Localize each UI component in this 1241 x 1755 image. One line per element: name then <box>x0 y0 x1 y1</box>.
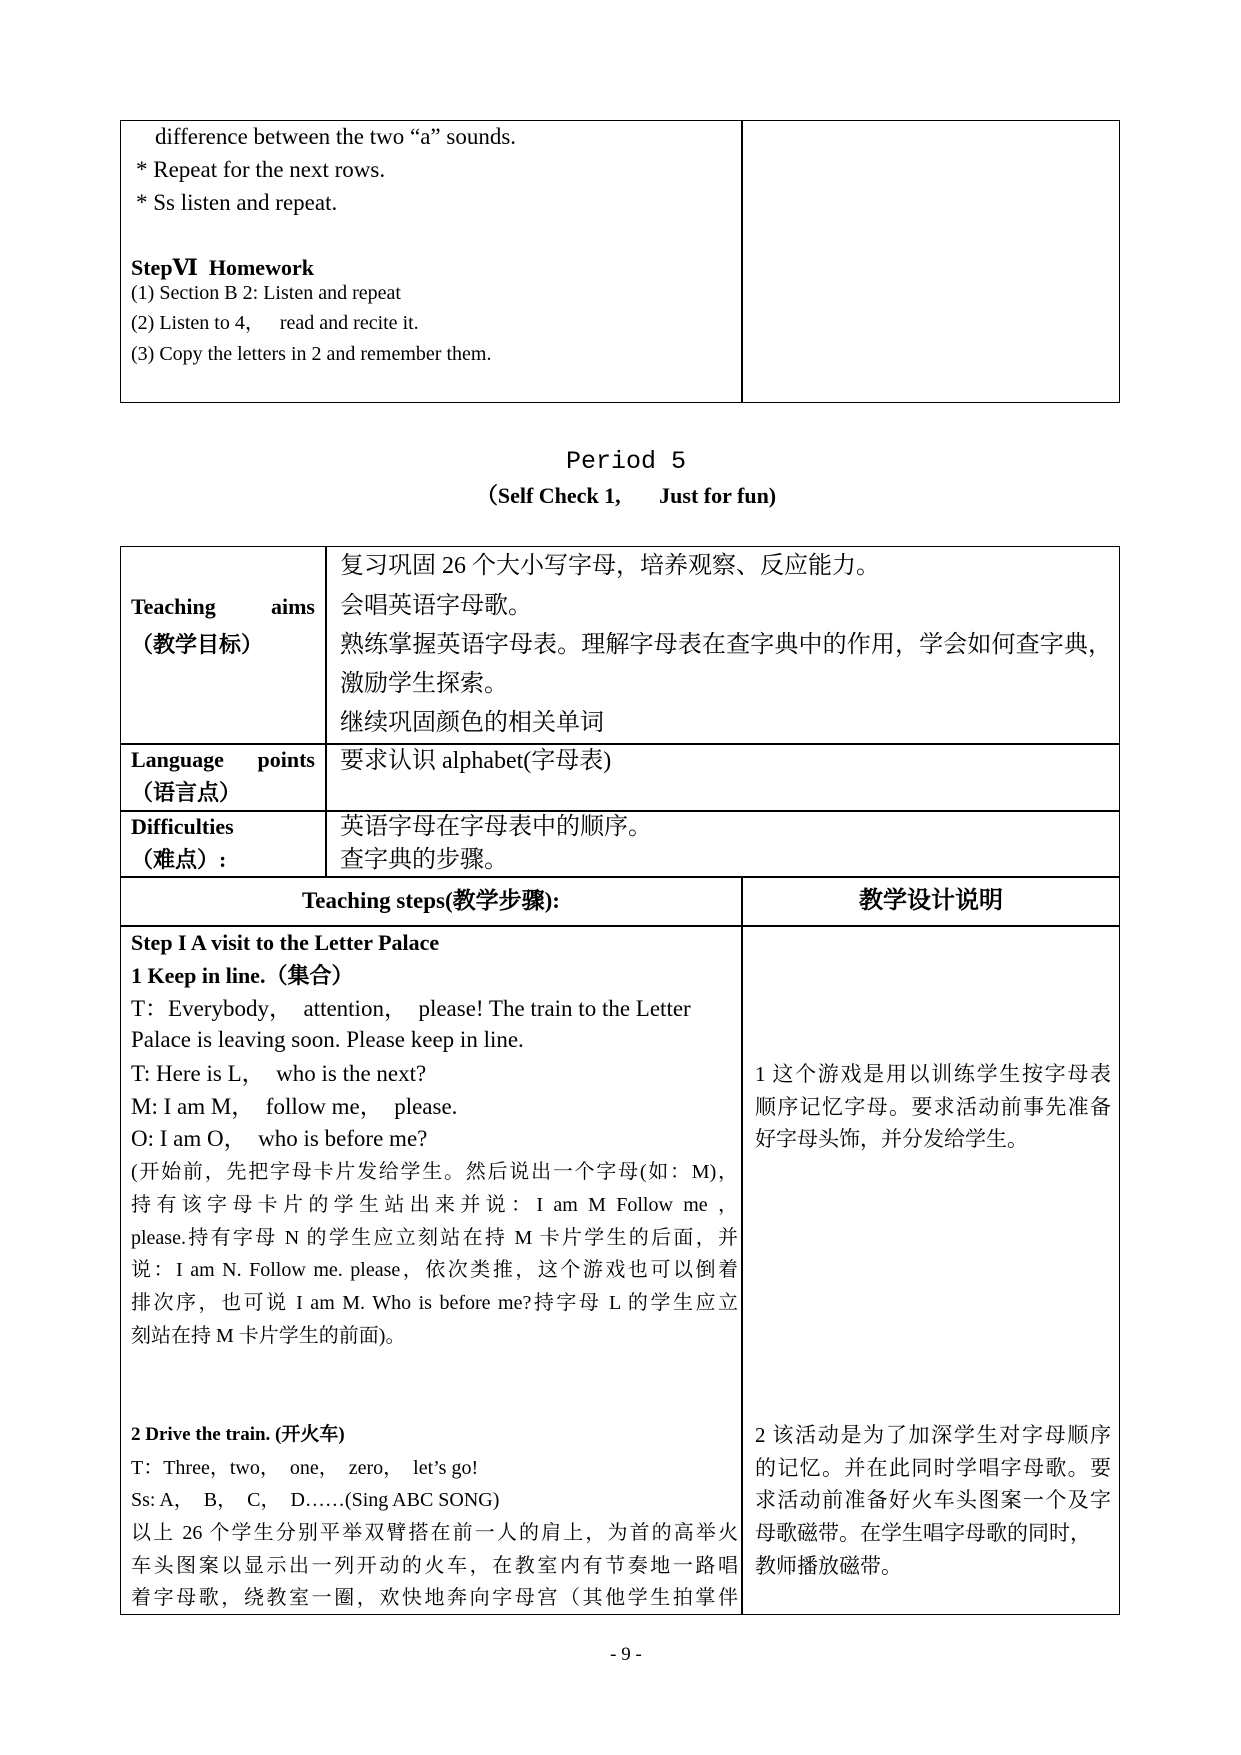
dialogue-line: Ss: A， B， C， D……(Sing ABC SONG) <box>131 1489 500 1511</box>
dialogue-line: T：Everybody， attention， please! The train to the Letter <box>131 996 691 1021</box>
previous-step-line: * Repeat for the next rows. <box>136 157 386 182</box>
design-note-line: 1 这个游戏是用以训练学生按字母表 <box>755 1062 1111 1086</box>
difficulty-line: 查字典的步骤。 <box>340 847 508 873</box>
design-note-line: 好字母头饰，并分发给学生。 <box>755 1127 1028 1151</box>
design-note-line: 顺序记忆字母。要求活动前事先准备 <box>755 1095 1111 1119</box>
teaching-aim-line: 熟练掌握英语字母表。理解字母表在查字典中的作用，学会如何查字典， <box>340 632 1112 658</box>
row-divider <box>120 925 1120 927</box>
instruction-line: 以上 26 个学生分别平举双臂搭在前一人的肩上，为首的高举火 <box>131 1522 738 1544</box>
instruction-line: please.持有字母 N 的学生应立刻站在持 M 卡片学生的后面，并 <box>131 1227 738 1249</box>
row-divider <box>120 876 1120 878</box>
instruction-line: 持有该字母卡片的学生站出来并说：I am M Follow me ， <box>131 1194 738 1216</box>
steps-column-divider <box>741 876 743 1615</box>
language-point-line: 要求认识 alphabet(字母表) <box>340 748 612 774</box>
instruction-line: 排次序，也可说 I am M. Who is before me?持字母 L 的学生应立 <box>131 1292 738 1314</box>
homework-item: (1) Section B 2: Listen and repeat <box>131 282 401 304</box>
dialogue-line: Palace is leaving soon. Please keep in line. <box>131 1027 524 1052</box>
design-note-line: 教师播放磁带。 <box>755 1554 902 1578</box>
homework-item: (3) Copy the letters in 2 and remember them. <box>131 343 492 365</box>
teaching-aim-line: 会唱英语字母歌。 <box>340 593 532 619</box>
activity-title: 2 Drive the train. (开火车) <box>131 1424 345 1445</box>
difficulties-label-cn: （难点）: <box>131 847 227 872</box>
period-subtitle: （Self Check 1, Just for fun) <box>475 483 777 508</box>
dialogue-line: T: Here is L， who is the next? <box>131 1061 427 1086</box>
step-title: Step I A visit to the Letter Palace <box>131 930 440 955</box>
design-note-line: 母歌磁带。在学生唱字母歌的同时， <box>755 1521 1091 1545</box>
teaching-aims-label-cn: （教学目标） <box>131 632 264 657</box>
design-notes-header: 教学设计说明 <box>859 888 1003 914</box>
language-points-label: Language points <box>131 747 315 772</box>
instruction-line: (开始前，先把字母卡片发给学生。然后说出一个字母(如：M)， <box>131 1161 738 1183</box>
teaching-aim-line: 复习巩固 26 个大小写字母，培养观察、反应能力。 <box>340 553 880 579</box>
dialogue-line: M: I am M， follow me， please. <box>131 1094 458 1119</box>
teaching-aim-line: 继续巩固颜色的相关单词 <box>340 710 604 736</box>
teaching-aims-label: Teaching aims <box>131 594 315 619</box>
instruction-line: 刻站在持 M 卡片学生的前面)。 <box>131 1325 406 1347</box>
teaching-steps-header: Teaching steps(教学步骤): <box>302 888 560 913</box>
previous-step-line: difference between the two “a” sounds. <box>155 124 517 149</box>
language-points-label-cn: （语言点） <box>131 780 242 805</box>
design-note-line: 求活动前准备好火车头图案一个及字 <box>755 1488 1111 1512</box>
design-note-line: 的记忆。并在此同时学唱字母歌。要 <box>755 1456 1111 1480</box>
instruction-line: 车头图案以显示出一列开动的火车，在教室内有节奏地一路唱 <box>131 1555 738 1577</box>
activity-title: 1 Keep in line.（集合） <box>131 963 354 988</box>
design-note-line: 2 该活动是为了加深学生对字母顺序 <box>755 1423 1111 1447</box>
dialogue-line: T：Three，two， one， zero， let’s go! <box>131 1457 479 1479</box>
previous-step-line: * Ss listen and repeat. <box>136 190 338 215</box>
teaching-aim-line: 激励学生探索。 <box>340 671 508 697</box>
difficulty-line: 英语字母在字母表中的顺序。 <box>340 814 652 840</box>
homework-heading: StepⅥ Homework <box>131 255 314 280</box>
difficulties-label: Difficulties <box>131 814 234 839</box>
label-column-divider <box>325 546 327 876</box>
instruction-line: 说：I am N. Follow me. please，依次类推，这个游戏也可以倒着 <box>131 1259 738 1281</box>
homework-item: (2) Listen to 4， read and recite it. <box>131 312 419 334</box>
period-title: Period 5 <box>565 447 687 476</box>
page-number: - 9 - <box>610 1644 642 1665</box>
dialogue-line: O: I am O， who is before me? <box>131 1126 428 1151</box>
previous-table-column-divider <box>741 120 743 403</box>
instruction-line: 着字母歌，绕教室一圈，欢快地奔向字母宫（其他学生拍掌伴 <box>131 1587 738 1609</box>
